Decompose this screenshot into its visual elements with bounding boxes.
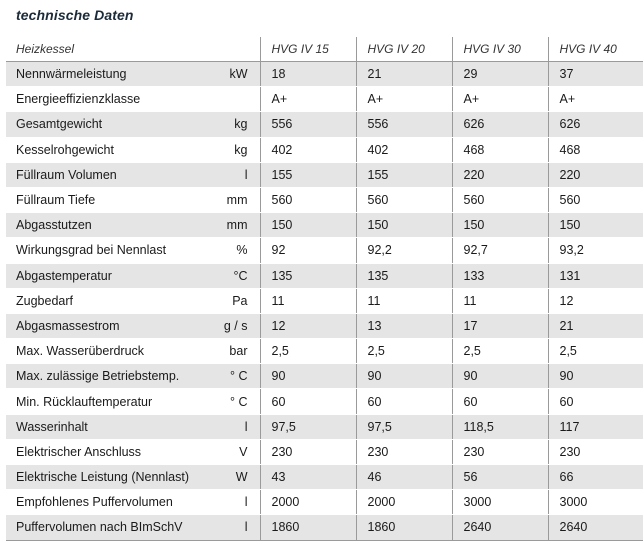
row-value: 468 [452,137,548,162]
row-value: 402 [260,137,356,162]
row-unit: l [218,162,260,187]
corner-label: Heizkessel [6,37,218,62]
row-label: Zugbedarf [6,288,218,313]
row-value: A+ [452,87,548,112]
row-value: 133 [452,263,548,288]
row-unit: kg [218,137,260,162]
row-value: 93,2 [548,238,643,263]
row-value: 468 [548,137,643,162]
row-value: 12 [548,288,643,313]
row-value: 150 [548,213,643,238]
page-title: technische Daten [16,7,134,23]
row-value: 11 [356,288,452,313]
row-unit: bar [218,339,260,364]
row-value: 2,5 [260,339,356,364]
table-row [6,389,643,414]
row-value: 60 [260,389,356,414]
row-value: 21 [548,313,643,338]
unit-header [218,37,260,62]
row-label: Nennwärmeleistung [6,62,218,87]
row-value: 92,7 [452,238,548,263]
row-value: 60 [452,389,548,414]
row-value: A+ [356,87,452,112]
row-value: 43 [260,465,356,490]
row-value: 90 [356,364,452,389]
table-row [6,490,643,515]
row-value: 2000 [356,490,452,515]
row-label: Füllraum Volumen [6,162,218,187]
row-value: 2,5 [548,339,643,364]
row-value: 56 [452,465,548,490]
row-label: Gesamtgewicht [6,112,218,137]
row-value: 21 [356,62,452,87]
row-value: 560 [260,187,356,212]
header-row [6,37,643,62]
table-row [6,112,643,137]
row-value: 556 [356,112,452,137]
row-label: Empfohlenes Puffervolumen [6,490,218,515]
row-label: Elektrischer Anschluss [6,439,218,464]
table-row [6,339,643,364]
row-value: 560 [548,187,643,212]
row-value: 60 [356,389,452,414]
row-label: Abgastemperatur [6,263,218,288]
row-unit: kW [218,62,260,87]
table-row [6,313,643,338]
spec-table [6,37,643,541]
row-label: Abgasstutzen [6,213,218,238]
row-value: 92 [260,238,356,263]
table-row [6,465,643,490]
row-value: 60 [548,389,643,414]
row-label: Elektrische Leistung (Nennlast) [6,465,218,490]
table-row [6,439,643,464]
row-value: 220 [452,162,548,187]
row-value: 118,5 [452,414,548,439]
model-header: HVG IV 20 [356,37,452,62]
row-label: Energieeffizienzklasse [6,87,218,112]
table-row [6,213,643,238]
row-unit: V [218,439,260,464]
row-value: 220 [548,162,643,187]
row-value: 155 [356,162,452,187]
table-row [6,187,643,212]
row-value: 97,5 [356,414,452,439]
row-value: 135 [260,263,356,288]
row-value: 230 [356,439,452,464]
row-label: Füllraum Tiefe [6,187,218,212]
row-value: 560 [452,187,548,212]
row-unit: kg [218,112,260,137]
table-row [6,137,643,162]
table-row [6,364,643,389]
row-value: 1860 [260,515,356,540]
row-value: 3000 [452,490,548,515]
row-value: 66 [548,465,643,490]
row-value: 46 [356,465,452,490]
row-value: 230 [452,439,548,464]
row-value: 2,5 [356,339,452,364]
row-unit: ° C [218,364,260,389]
row-unit: mm [218,187,260,212]
row-label: Wirkungsgrad bei Nennlast [6,238,218,263]
row-value: 2640 [452,515,548,540]
row-unit [218,87,260,112]
spec-table-body [6,62,643,541]
row-value: 150 [452,213,548,238]
row-value: 37 [548,62,643,87]
model-header: HVG IV 40 [548,37,643,62]
row-value: 29 [452,62,548,87]
table-row [6,62,643,87]
table-row [6,414,643,439]
table-row [6,263,643,288]
row-value: 18 [260,62,356,87]
row-value: 626 [548,112,643,137]
row-label: Max. Wasserüberdruck [6,339,218,364]
row-label: Wasserinhalt [6,414,218,439]
table-row [6,238,643,263]
row-unit: °C [218,263,260,288]
row-value: 2,5 [452,339,548,364]
row-value: 13 [356,313,452,338]
row-label: Puffervolumen nach BImSchV [6,515,218,540]
row-value: 556 [260,112,356,137]
row-value: 155 [260,162,356,187]
row-value: 90 [260,364,356,389]
row-value: 117 [548,414,643,439]
row-label: Abgasmassestrom [6,313,218,338]
row-value: 2000 [260,490,356,515]
row-value: 11 [452,288,548,313]
row-unit: l [218,515,260,540]
row-value: 92,2 [356,238,452,263]
row-value: 626 [452,112,548,137]
table-row [6,515,643,540]
row-value: 150 [260,213,356,238]
row-value: 3000 [548,490,643,515]
row-value: 402 [356,137,452,162]
row-unit: W [218,465,260,490]
model-header: HVG IV 15 [260,37,356,62]
row-label: Kesselrohgewicht [6,137,218,162]
row-unit: g / s [218,313,260,338]
row-value: 2640 [548,515,643,540]
row-value: A+ [548,87,643,112]
row-value: 1860 [356,515,452,540]
row-value: 17 [452,313,548,338]
row-value: 11 [260,288,356,313]
model-header: HVG IV 30 [452,37,548,62]
row-value: 90 [548,364,643,389]
row-value: 230 [548,439,643,464]
row-value: 135 [356,263,452,288]
row-label: Min. Rücklauftemperatur [6,389,218,414]
row-value: 90 [452,364,548,389]
row-label: Max. zulässige Betriebstemp. [6,364,218,389]
row-value: 12 [260,313,356,338]
row-value: 131 [548,263,643,288]
row-value: 230 [260,439,356,464]
row-unit: l [218,414,260,439]
row-unit: l [218,490,260,515]
row-value: 97,5 [260,414,356,439]
row-unit: % [218,238,260,263]
table-row [6,87,643,112]
row-unit: mm [218,213,260,238]
table-row [6,162,643,187]
row-value: 560 [356,187,452,212]
row-unit: ° C [218,389,260,414]
row-value: 150 [356,213,452,238]
row-unit: Pa [218,288,260,313]
row-value: A+ [260,87,356,112]
table-row [6,288,643,313]
